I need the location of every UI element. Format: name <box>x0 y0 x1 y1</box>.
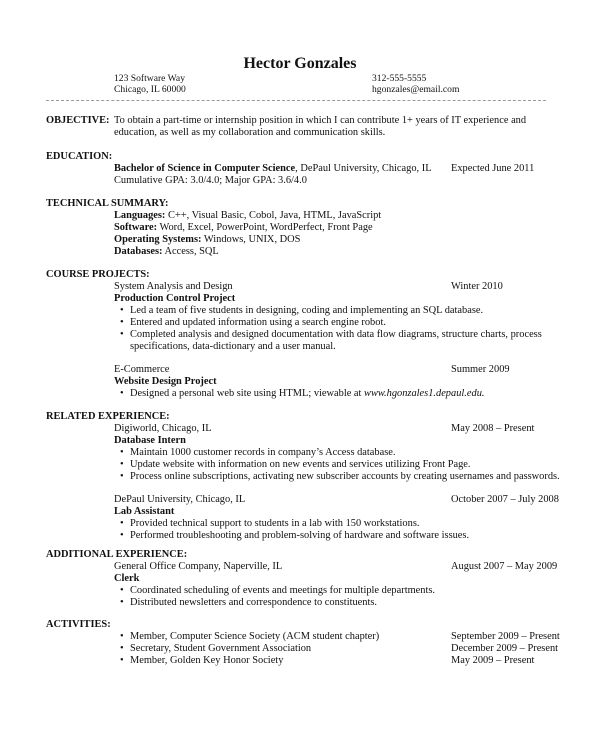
job-title: Lab Assistant <box>114 506 175 517</box>
job-title: Clerk <box>114 573 140 584</box>
tech-value: Windows, UNIX, DOS <box>201 234 301 245</box>
project-course: System Analysis and Design <box>114 281 233 292</box>
project-date: Winter 2010 <box>451 281 503 292</box>
job-date: August 2007 – May 2009 <box>451 561 558 572</box>
activity-date: September 2009 – Present <box>451 631 560 642</box>
activity-item: • Member, Computer Science Society (ACM student chapter) <box>120 631 380 642</box>
bullet-icon: • <box>120 447 124 458</box>
bullet-item: • Update website with information on new events and services utilizing Front Page. <box>120 459 471 470</box>
projects-heading: COURSE PROJECTS: <box>46 269 150 280</box>
header-divider <box>46 100 546 101</box>
project-title: Production Control Project <box>114 293 236 304</box>
job-date: May 2008 – Present <box>451 423 535 434</box>
activity-item: • Member, Golden Key Honor Society <box>120 655 284 666</box>
school-name: , DePaul University, Chicago, IL <box>295 163 432 174</box>
bullet-icon: • <box>120 305 124 316</box>
bullet-item: • Provided technical support to students in a lab with 150 workstations. <box>120 518 420 529</box>
related-heading: RELATED EXPERIENCE: <box>46 411 170 422</box>
tech-row-operating-systems <box>114 234 300 246</box>
tech-label: Operating Systems: <box>114 234 202 245</box>
bullet-icon: • <box>120 459 124 470</box>
education-expected-date: Expected June 2011 <box>451 163 535 174</box>
activity-date: May 2009 – Present <box>451 655 535 666</box>
tech-value: Word, Excel, PowerPoint, WordPerfect, Front Page <box>157 222 373 233</box>
tech-label: Software: <box>114 222 158 233</box>
phone-number: 312-555-5555 <box>372 73 427 84</box>
bullet-icon: • <box>120 597 124 608</box>
tech-row-databases <box>114 246 219 258</box>
education-gpa: Cumulative GPA: 3.0/4.0; Major GPA: 3.6/4.0 <box>114 175 307 186</box>
bullet-icon: • <box>120 329 124 340</box>
activity-item: • Secretary, Student Government Association <box>120 643 312 654</box>
bullet-continuation: specifications, data-dictionary and a user manual. <box>130 341 336 352</box>
website-link[interactable]: www.hgonzales1.depaul.edu. <box>364 388 485 399</box>
bullet-icon: • <box>120 530 124 541</box>
job-org: General Office Company, Naperville, IL <box>114 561 283 572</box>
bullet-icon: • <box>120 631 124 642</box>
objective-heading: OBJECTIVE: <box>46 115 110 126</box>
activity-date: December 2009 – Present <box>451 643 559 654</box>
bullet-item: • Distributed newsletters and correspondence to constituents. <box>120 597 378 608</box>
bullet-icon: • <box>120 643 124 654</box>
bullet-item: • Entered and updated information using a search engine robot. <box>120 317 386 328</box>
tech-value: C++, Visual Basic, Cobol, Java, HTML, JavaScript <box>165 210 382 221</box>
objective-line-1: To obtain a part-time or internship position in which I can contribute 1+ years of IT experience and <box>114 115 527 126</box>
bullet-item: • Led a team of five students in designing, coding and implementing an SQL database. <box>120 305 484 316</box>
bullet-item: • Completed analysis and designed documentation with data flow diagrams, structure charts, process <box>120 329 542 340</box>
bullet-icon: • <box>120 585 124 596</box>
bullet-item: • Maintain 1000 customer records in company’s Access database. <box>120 447 396 458</box>
additional-heading: ADDITIONAL EXPERIENCE: <box>46 549 188 560</box>
bullet-icon: • <box>120 518 124 529</box>
tech-label: Languages: <box>114 210 166 221</box>
project-title: Website Design Project <box>114 376 217 387</box>
bullet-item: • Designed a personal web site using HTML; viewable at www.hgonzales1.depaul.edu. <box>120 388 485 399</box>
degree-name: Bachelor of Science in Computer Science <box>114 163 296 174</box>
bullet-icon: • <box>120 471 124 482</box>
tech-row-software <box>114 222 373 234</box>
objective-line-2: education, as well as my collaboration and communication skills. <box>114 127 386 138</box>
tech-row-languages <box>114 210 381 222</box>
bullet-item: • Performed troubleshooting and problem-solving of hardware and software issues. <box>120 530 470 541</box>
job-org: Digiworld, Chicago, IL <box>114 423 212 434</box>
bullet-icon: • <box>120 655 124 666</box>
bullet-icon: • <box>120 388 124 399</box>
education-degree-line <box>114 163 432 175</box>
project-date: Summer 2009 <box>451 364 510 375</box>
candidate-name: Hector Gonzales <box>243 55 357 72</box>
address-line-1: 123 Software Way <box>114 73 185 84</box>
address-line-2: Chicago, IL 60000 <box>114 84 186 95</box>
email-address: hgonzales@email.com <box>372 84 460 95</box>
job-org: DePaul University, Chicago, IL <box>114 494 246 505</box>
bullet-item: • Coordinated scheduling of events and meetings for multiple departments. <box>120 585 436 596</box>
project-course: E-Commerce <box>114 364 170 375</box>
bullet-icon: • <box>120 317 124 328</box>
bullet-item: • Process online subscriptions, activating new subscriber accounts by creating usernames and passwords. <box>120 471 560 482</box>
tech-label: Databases: <box>114 246 163 257</box>
education-heading: EDUCATION: <box>46 151 113 162</box>
job-title: Database Intern <box>114 435 186 446</box>
tech-value: Access, SQL <box>162 246 219 257</box>
technical-heading: TECHNICAL SUMMARY: <box>46 198 169 209</box>
job-date: October 2007 – July 2008 <box>451 494 559 505</box>
activities-heading: ACTIVITIES: <box>46 619 111 630</box>
